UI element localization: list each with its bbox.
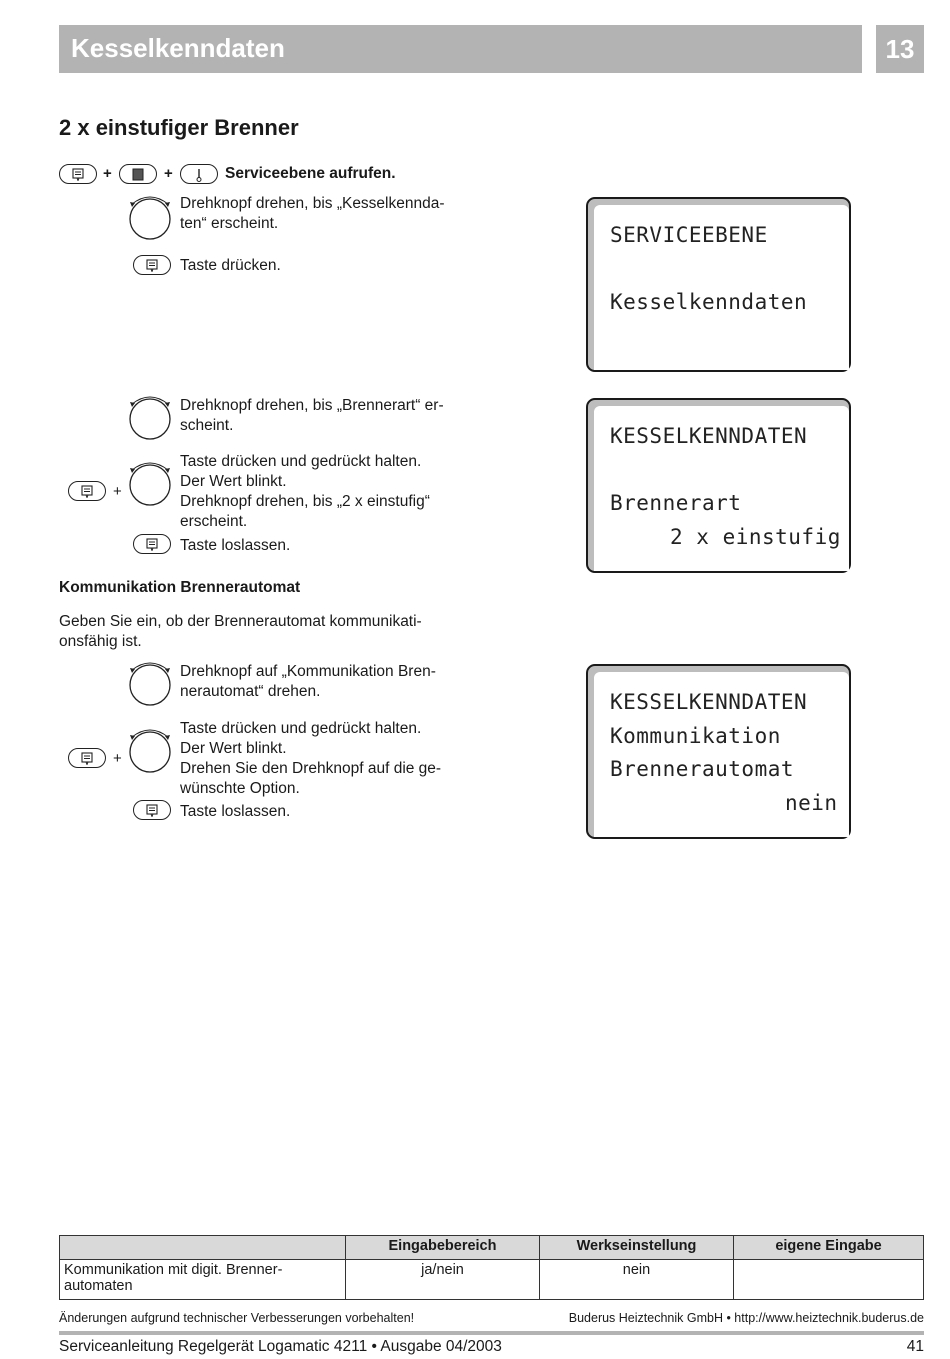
footer-company: Buderus Heiztechnik GmbH • http://www.heiztechnik.buderus.de [568,1311,924,1325]
service-call-text: Serviceebene aufrufen. [225,165,396,182]
lcd-display [586,664,851,839]
key-button-icon [68,481,106,501]
footer-divider [59,1331,924,1335]
lcd-line: 2 x einstufig [670,525,841,549]
plus-sign: + [113,483,122,500]
step-text: Taste drücken. [180,257,281,274]
step-text: Taste drücken und gedrückt halten. Der Wert blinkt. Drehen Sie den Drehknopf auf die ge- wünschte Option. [180,720,442,797]
table-row [60,1260,924,1300]
lcd-line: KESSELKENNDATEN [610,424,808,448]
key-button-icon [68,748,106,768]
key-button-icon [133,534,171,554]
table-header: Werkseinstellung [540,1236,734,1260]
step-text: Taste loslassen. [180,803,291,820]
subsection-title: Kommunikation Brennerautomat [59,579,301,596]
lcd-line: KESSELKENNDATEN [610,690,808,714]
table-cell: ja/nein [346,1260,540,1300]
lcd-line: Kesselkenndaten [610,290,808,314]
table-header-row [60,1236,924,1260]
lcd-line: Brennerart [610,491,742,515]
lcd-line: nein [785,791,838,815]
rotary-knob-icon [126,192,174,242]
key-button-icon [133,800,171,820]
table-header [60,1236,346,1260]
plus-sign: + [113,750,122,767]
lcd-display [586,398,851,573]
page-number: 41 [906,1338,924,1355]
subsection-intro: Geben Sie ein, ob der Brennerautomat kommunikati- onsfähig ist. [59,613,422,650]
lcd-line: Brennerautomat [610,757,795,781]
lcd-display [586,197,851,372]
step-text: Drehknopf drehen, bis „Kesselkennda- ten“ erscheint. [180,195,445,232]
rotary-knob-icon [126,392,174,442]
rotary-knob-icon [126,458,174,508]
chapter-number: 13 [876,25,924,73]
step-text: Drehknopf auf „Kommunikation Bren- nerautomat“ drehen. [180,663,436,700]
lcd-line: Kommunikation [610,724,781,748]
step-text: Drehknopf drehen, bis „Brennerart“ er- scheint. [180,397,444,434]
settings-table [59,1235,924,1300]
table-cell: nein [540,1260,734,1300]
section-title: 2 x einstufiger Brenner [59,115,299,140]
footer-document: Serviceanleitung Regelgerät Logamatic 4211 • Ausgabe 04/2003 [59,1338,502,1355]
step-text: Taste drücken und gedrückt halten. Der Wert blinkt. Drehknopf drehen, bis „2 x einstufig“ erscheint. [180,453,430,530]
plus-sign: + [164,165,173,182]
page-title: Kesselkenndaten [71,33,285,63]
footer-notice: Änderungen aufgrund technischer Verbesserungen vorbehalten! [59,1311,415,1325]
rotary-knob-icon [126,725,174,775]
table-cell [734,1260,924,1300]
key-button-icon [59,164,97,184]
plus-sign: + [103,165,112,182]
rotary-knob-icon [126,658,174,708]
thermometer-button-icon [180,164,218,184]
table-header: eigene Eingabe [734,1236,924,1260]
table-cell: Kommunikation mit digit. Brenner- automaten [60,1260,346,1300]
display-button-icon [119,164,157,184]
lcd-line: SERVICEEBENE [610,223,768,247]
table-header: Eingabebereich [346,1236,540,1260]
step-text: Taste loslassen. [180,537,291,554]
key-button-icon [133,255,171,275]
